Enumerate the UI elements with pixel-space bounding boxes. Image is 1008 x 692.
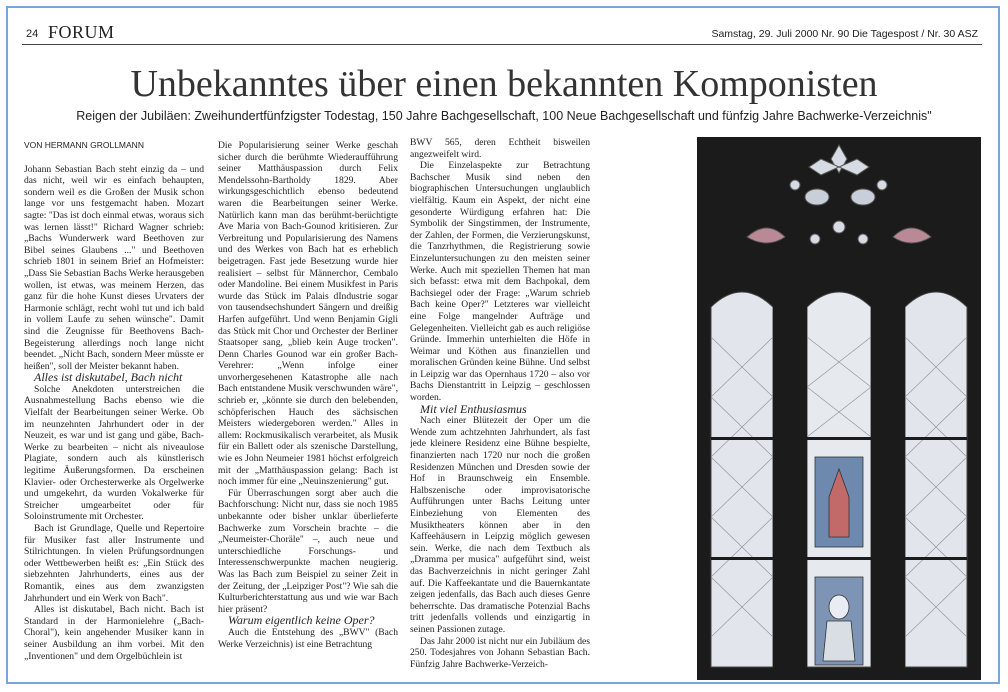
dateline: Samstag, 29. Juli 2000 Nr. 90 Die Tagespost / Nr. 30 ASZ xyxy=(711,28,978,40)
paragraph: Solche Anekdoten unterstreichen die Ausnahmestellung Bachs ebenso wie die Vielfalt der Bearbeitungen seiner Werke. Ob im neunzehnten Jahrhundert oder in der Neuzeit, es war und ist gang und gäbe, Bach-Werke zu bearbeiten – nicht als niveaulose Plagiate, sondern auch als künstlerisch legitime Äußerungsformen. Da erscheinen Klavier- oder Orchesterwerke als Orgelwerke und umgekehrt, da wurden Vokalwerke für Streicher umgearbeitet oder für Soloinstrumente mit Orchester. xyxy=(24,383,204,523)
paragraph: BWV 565, deren Echtheit bisweilen angezweifelt wird. xyxy=(410,137,590,160)
paragraph: Bach ist Grundlage, Quelle und Repertoire für Musiker fast aller Instrumente und Stilrichtungen. In vielen Prüfungsordnungen oder Wettbewerben heißt es: „Ein Stück des siebzehnten Jahrhunderts, eines aus der Romantik, eines aus dem zwanzigsten Jahrhundert und ein Werk von Bach". xyxy=(24,523,204,604)
paragraph: Das Jahr 2000 ist nicht nur ein Jubiläum des 250. Todesjahres von Johann Sebastian Bach. Fünfzig Jahre Bachwerke-Verzeich- xyxy=(410,635,590,670)
section-name: FORUM xyxy=(48,22,115,42)
stained-glass-window-photo xyxy=(697,137,981,680)
article-subtitle: Reigen der Jubiläen: Zweihundertfünfzigster Todestag, 150 Jahre Bachgesellschaft, 100 Neue Bachgesellschaft und fünfzig Jahre Bachwerke-Verzeichnis" xyxy=(76,109,932,123)
paragraph: Johann Sebastian Bach steht einzig da – und das nicht, weil wir es einfach behaupten, sondern weil es die Großen der Musik schon lange vor uns festgemacht haben. Mozart sagte: "Das ist doch einmal etwas, woraus sich was lernen lässt!" Richard Wagner schrieb: „Bachs Wunderwerk ward Beethoven zur Bibel seines Glaubens ..." und Beethoven schrieb 1801 in seinem Brief an Hofmeister: „Dass Sie Sebastian Bachs Werke herausgeben wollen, ist etwas, was meinem Herzen, das ganz für die hohe Kunst dieses Urvaters der Harmonie schlägt, recht wohl tut und ich bald in vollem Laufe zu sehen wünsche". Damit sind die Zeugnisse für Beethovens Bach-Begeisterung allerdings noch lange nicht beendet. „Nicht Bach, sondern Meer müsste er heißen", soll der Meister bekannt haben. xyxy=(24,163,204,372)
paragraph: Für Überraschungen sorgt aber auch die Bachforschung: Nicht nur, dass sie noch 1985 unbekannte oder bisher unklar überlieferte Bachwerke zum Vorschein brachte – die „Neumeister-Choräle" –, auch neue und unterschiedliche Forschungs- und Interessenschwerpunkte machen neugierig. Was las Bach zum Beispiel zu seiner Zeit in der Zeitung, der „Leipziger Post"? Wie sah die Kulturberichterstattung aus und wie war Bach hier präsent? xyxy=(218,487,398,615)
subheading: Mit viel Enthusiasmus xyxy=(420,401,527,416)
paragraph: Auch die Entstehung des „BWV" (Bach Werke Verzeichnis) ist eine Betrachtung xyxy=(218,626,398,650)
paragraph: Die Popularisierung seiner Werke geschah sicher durch die berühmte Wiederaufführung seiner Matthäuspassion durch Felix Mendelssohn-Bartholdy 1829. Aber wirkungsgeschichtlich ebenso bedeutend waren die Bearbeitungen seiner Werke. Natürlich kann man das berühmt-berüchtigte Ave Maria von Bach-Gounod kritisieren. Zur Verbreitung und Popularisierung des Namens und des Werkes von Bach hat es erheblich beigetragen. Fast jede Besetzung wurde hier realisiert – selbst für Männerchor, Cembalo oder Mandoline. Bei einem Musikfest in Paris wurde das Stück im Palais dIndustrie sogar von tausendsechshundert Sängern und dreißig Harfen aufgeführt. Und wenn Benjamin Gigli das Stück mit Chor und Orchester der Berliner Staatsoper sang, „blieb kein Auge trocken". Denn Charles Gounod war ein großer Bach-Verehrer: „Wenn infolge einer unvorhergesehenen Katastrophe alle nach Bach entstandene Musik verschwunden wäre", schrieb er, „könnte sie durch den belebenden, schöpferischen Hauch des sächsischen Meisters wiedergeboren werden." Alles in allem: Rockmusikalisch verarbeitet, als Musik für ein Ballett oder als szenische Darstellung, wie es John Neumeier 1981 höchst erfolgreich mit der „Matthäuspassion gelang: Bach ist noch immer für eine „Neuinszenierung" gut. xyxy=(218,140,398,488)
page-header xyxy=(22,22,982,45)
page-number: 24 xyxy=(26,28,39,40)
subheading: Warum eigentlich keine Oper? xyxy=(228,613,375,628)
article-column-3 xyxy=(410,137,590,677)
article-title: Unbekanntes über einen bekannten Komponisten xyxy=(130,63,878,105)
paragraph: Die Einzelaspekte zur Betrachtung Bachscher Musik sind neben den biographischen Untersuchungen unglaublich vielfältig. Kaum ein Aspekt, der nicht eine gesonderte Würdigung erfahren hat: Die Symbolik der Singstimmen, der Instrumente, der Zahlen, der Formen, die Verzierungskunst, die Tanzrhythmen, die Registrierung sowie Einzeluntersuchungen zu den meisten seiner Werke. Auch mit speziellen Themen hat man sich befasst: etwa mit dem Bachpokal, dem Bachsiegel oder der Frage: „Warum schrieb Bach keine Oper?" Letzteres war vielleicht eine Folge mangelnder Aufträge und Gelegenheiten. Vielleicht gab es auch religiöse Gründe. Immerhin unterhielten die Höfe in Weimar und Köthen aus finanziellen und moralischen Gründen keine Bühne. Und selbst in Leipzig war das Opernhaus 1720 – also vor Bachs Dienstantritt in Leipzig – geschlossen worden. xyxy=(410,160,590,404)
byline: VON HERMANN GROLLMANN xyxy=(24,140,144,150)
paragraph: Nach einer Blütezeit der Oper um die Wende zum achtzehnten Jahrhundert, als fast jede kleinere Residenz eine Bühne bespielte, finanzierten nach 1720 nur noch die großen Residenzen München und Dresden sowie der Hof in Braunschweig ein Ensemble. Halbszenische oder improvisatorische Aufführungen unter Bachs Leitung unter Einbeziehung von Elementen des Musiktheaters können aber in den Kaffeehäusern in Leipzig möglich gewesen sein. Werke, die nach dem Textbuch als „Dramma per musica" aufgeführt sind, weist das Bachverzeichnis in nicht geringer Zahl auf. Die Kaffeekantate und die Bauernkantate zeigen jedenfalls, das Bach auch dieses Genre beherrschte. Das dramatische Potenzial Bachs tritt jedenfalls vollends und einzigartig in seinen Passionen zutage. xyxy=(410,415,590,635)
stained-glass-window-illustration xyxy=(697,137,981,680)
article-column-2 xyxy=(218,140,398,680)
article-column-1 xyxy=(24,140,204,680)
subheading: Alles ist diskutabel, Bach nicht xyxy=(34,370,183,385)
paragraph: Alles ist diskutabel, Bach nicht. Bach ist Standard in der Harmonielehre („Bach-Choral"), kein angehender Musiker kann in seiner Ausbildung an ihm vorbei. Mit den „Inventionen" und dem Orgelbüchlein ist xyxy=(24,604,204,662)
